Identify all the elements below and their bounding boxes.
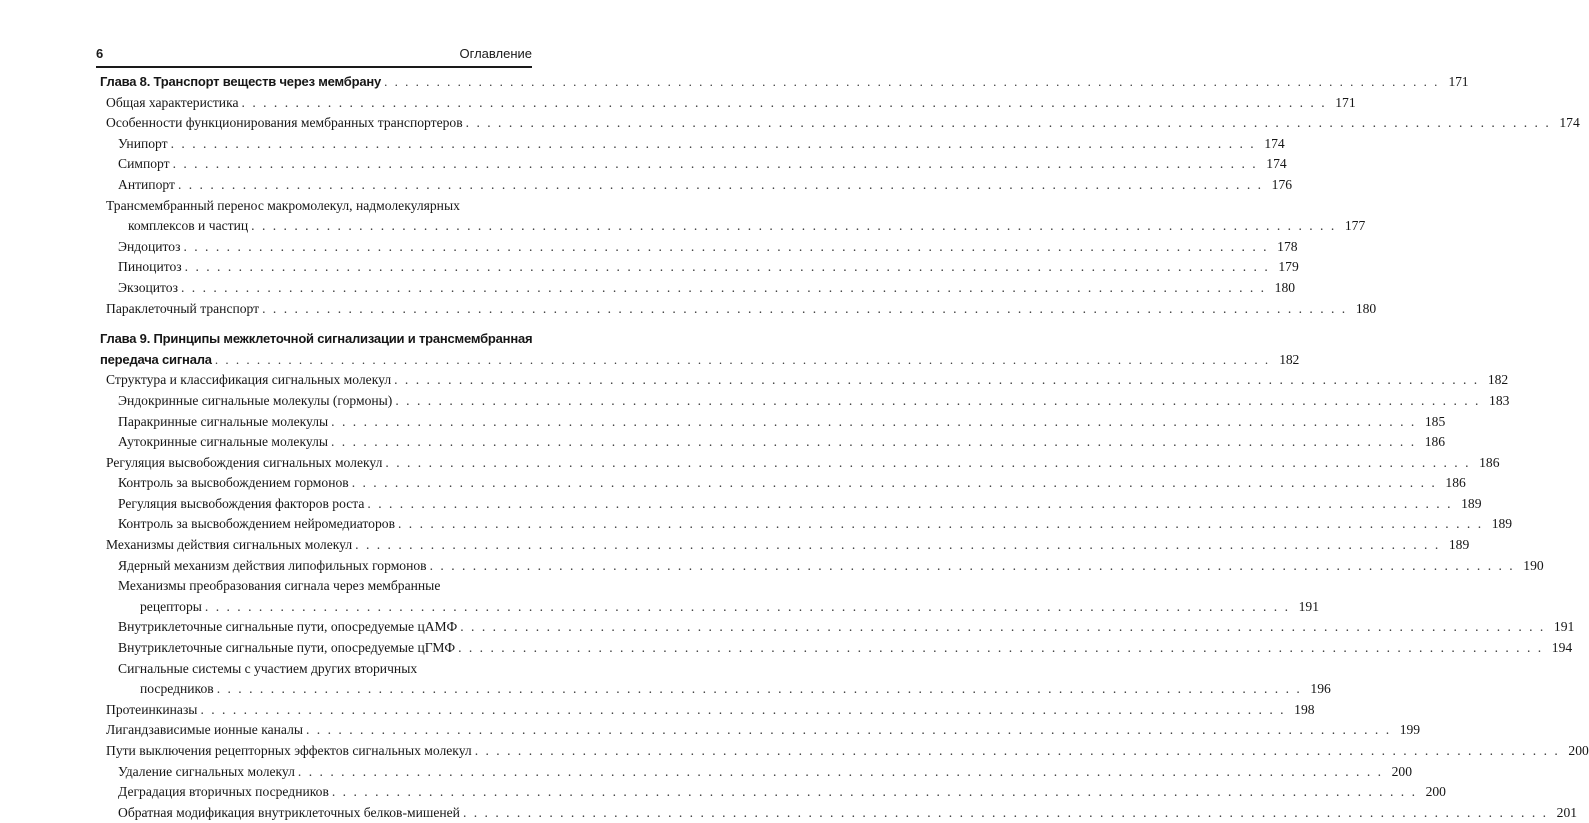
- toc-entry[interactable]: [100, 638, 1573, 659]
- toc-entry-title: рецепторы: [140, 598, 202, 614]
- toc-chapter-entry[interactable]: [100, 72, 1469, 93]
- dot-leader: [251, 216, 1336, 237]
- toc-page-number: 171: [1335, 94, 1356, 110]
- toc-entry-line: [118, 412, 1446, 433]
- dot-leader: [331, 432, 1416, 453]
- toc-entry-title: комплексов и частиц: [128, 218, 249, 234]
- toc-entry-line: [100, 350, 1300, 371]
- toc-entry-title: Глава 8. Транспорт веществ через мембрану: [100, 74, 382, 89]
- toc-page-number: 189: [1448, 537, 1470, 553]
- chapter-gap: [100, 319, 530, 329]
- toc-entry-line: [118, 278, 1296, 299]
- dot-leader: [183, 237, 1268, 258]
- toc-entry-title: Протеинкиназы: [106, 701, 198, 717]
- toc-page-number: 200: [1391, 763, 1413, 779]
- toc-page-number: 182: [1279, 351, 1300, 367]
- dot-leader: [463, 803, 1548, 823]
- toc-page-number: 174: [1266, 156, 1287, 172]
- toc-entry-line: [118, 237, 1298, 258]
- toc-entry[interactable]: [100, 93, 1356, 114]
- dot-leader: [217, 679, 1302, 700]
- toc-page-number: 200: [1568, 743, 1589, 758]
- toc-entry-title: Деградация вторичных посредников: [118, 784, 329, 800]
- toc-entry-line: [118, 514, 1513, 535]
- toc-entry-line: [118, 803, 1578, 823]
- toc-entry-title: Структура и классификация сигнальных молекул: [106, 372, 392, 388]
- toc-entry-title-line: Глава 9. Принципы межклеточной сигнализации и трансмембранная: [100, 331, 533, 347]
- toc-entry-title: Регуляция высвобождения факторов роста: [118, 495, 365, 511]
- toc-entry-title: Механизмы действия сигнальных молекул: [106, 537, 353, 553]
- toc-entry[interactable]: [100, 237, 1298, 258]
- toc-entry-title: Регуляция высвобождения сигнальных молекул: [106, 454, 383, 470]
- toc-entry-line: [106, 216, 1366, 237]
- dot-leader: [178, 175, 1263, 196]
- toc-page-number: 183: [1489, 392, 1510, 408]
- toc-entry-title: Общая характеристика: [106, 94, 239, 110]
- toc-page-number: 186: [1445, 475, 1466, 491]
- toc-entry-line: [118, 134, 1285, 155]
- toc-entry[interactable]: [100, 453, 1500, 474]
- toc-entry-line: [106, 370, 1509, 391]
- toc-entry[interactable]: [100, 741, 1589, 762]
- toc-page-number: 177: [1344, 218, 1366, 234]
- toc-entry[interactable]: [100, 175, 1293, 196]
- dot-leader: [430, 556, 1515, 577]
- toc-entry-line: [106, 741, 1589, 762]
- toc-page-number: 186: [1424, 434, 1446, 450]
- toc-entry[interactable]: [100, 803, 1578, 823]
- dot-leader: [298, 762, 1383, 783]
- dot-leader: [384, 72, 1439, 93]
- toc-entry-line: [106, 720, 1421, 741]
- toc-entry-line: [106, 113, 1580, 134]
- toc-entry[interactable]: [100, 257, 1299, 278]
- page-number: 6: [96, 46, 104, 61]
- toc-page-number: 196: [1310, 681, 1331, 697]
- toc-entry-title: Обратная модификация внутриклеточных белков-мишеней: [118, 804, 460, 820]
- dot-leader: [242, 93, 1327, 114]
- toc-entry-title: передача сигнала: [100, 351, 212, 367]
- dot-leader: [181, 278, 1266, 299]
- toc-entry-line: [118, 175, 1293, 196]
- toc-entry-title: Унипорт: [118, 135, 168, 151]
- toc-entry[interactable]: [100, 617, 1575, 638]
- toc-entry-line: [118, 473, 1466, 494]
- dot-leader: [466, 113, 1551, 134]
- toc-entry[interactable]: [100, 535, 1470, 556]
- toc-entry[interactable]: [100, 720, 1421, 741]
- toc-entry-title: Параклеточный транспорт: [106, 300, 260, 316]
- toc-entry-line: [118, 617, 1575, 638]
- toc-page-number: 176: [1271, 176, 1293, 192]
- toc-entry[interactable]: [100, 299, 1377, 320]
- toc-entry-line: [106, 299, 1377, 320]
- dot-leader: [171, 134, 1256, 155]
- dot-leader: [185, 257, 1270, 278]
- toc-entry[interactable]: [100, 113, 1580, 134]
- dot-leader: [331, 412, 1416, 433]
- dot-leader: [205, 597, 1290, 618]
- toc-entry-title: Экзоцитоз: [118, 279, 178, 295]
- toc-entry[interactable]: [100, 412, 1446, 433]
- toc-page-number: 180: [1274, 279, 1296, 295]
- toc-entry-title: Особенности функционирования мембранных транспортеров: [106, 115, 463, 131]
- toc-entry-line: [118, 257, 1299, 278]
- toc-entry[interactable]: [100, 514, 1513, 535]
- toc-entry-title: Контроль за высвобождением нейромедиаторов: [118, 516, 395, 532]
- toc-entry-line: [106, 535, 1470, 556]
- toc-entry[interactable]: [100, 576, 1319, 617]
- dot-leader: [394, 370, 1479, 391]
- toc-page-number: 182: [1487, 372, 1509, 388]
- toc-entry-line: [118, 679, 1331, 700]
- dot-leader: [306, 720, 1391, 741]
- dot-leader: [200, 700, 1285, 721]
- toc-entry[interactable]: [100, 432, 1446, 453]
- table-of-contents: [100, 72, 1589, 823]
- toc-entry-line: [118, 782, 1446, 803]
- toc-page-number: 189: [1461, 495, 1482, 511]
- page-header: [96, 44, 532, 66]
- toc-entry-title: Удаление сигнальных молекул: [118, 763, 295, 779]
- toc-entry-line: [118, 154, 1287, 175]
- toc-page-number: 174: [1559, 115, 1580, 131]
- toc-entry-title: Внутриклеточные сигнальные пути, опосредуемые цГМФ: [118, 640, 456, 656]
- dot-leader: [475, 741, 1560, 762]
- toc-page-number: 199: [1399, 722, 1421, 738]
- dot-leader: [215, 350, 1270, 371]
- toc-entry-line: [118, 391, 1510, 412]
- dot-leader: [458, 638, 1543, 659]
- toc-page-number: 179: [1278, 259, 1299, 275]
- toc-entry[interactable]: [100, 782, 1446, 803]
- dot-leader: [395, 391, 1480, 412]
- toc-entry[interactable]: [100, 556, 1544, 577]
- toc-entry-line: [118, 762, 1413, 783]
- toc-entry-title: посредников: [140, 681, 214, 697]
- toc-entry[interactable]: [100, 391, 1510, 412]
- toc-entry[interactable]: [100, 473, 1466, 494]
- toc-page-number: 190: [1523, 557, 1544, 573]
- toc-entry-title: Ядерный механизм действия липофильных гормонов: [118, 557, 427, 573]
- toc-entry-title: Паракринные сигнальные молекулы: [118, 413, 329, 429]
- toc-entry-title: Пиноцитоз: [118, 259, 182, 275]
- toc-entry-title: Пути выключения рецепторных эффектов сигнальных молекул: [106, 743, 472, 758]
- running-title: Оглавление: [459, 46, 532, 61]
- toc-entry-title: Эндоцитоз: [118, 238, 181, 254]
- toc-entry-title: Аутокринные сигнальные молекулы: [118, 434, 328, 450]
- toc-entry-line: [106, 93, 1356, 114]
- dot-leader: [398, 514, 1483, 535]
- toc-entry[interactable]: [100, 370, 1509, 391]
- toc-page-number: 174: [1264, 135, 1285, 151]
- toc-entry-title-line: Механизмы преобразования сигнала через мембранные: [118, 578, 441, 594]
- toc-page-number: 186: [1479, 454, 1500, 470]
- toc-entry-title-line: Сигнальные системы с участием других вторичных: [118, 660, 418, 676]
- toc-page-number: 191: [1298, 598, 1319, 614]
- toc-page-number: 201: [1556, 804, 1578, 820]
- toc-page-number: 178: [1277, 238, 1298, 254]
- toc-entry-line: [106, 453, 1500, 474]
- toc-entry-title: Контроль за высвобождением гормонов: [118, 475, 349, 491]
- toc-page-number: 189: [1491, 516, 1513, 532]
- toc-entry-line: [106, 700, 1315, 721]
- toc-page-number: 191: [1553, 619, 1575, 635]
- toc-entry-line: [118, 638, 1573, 659]
- toc-entry-title: Антипорт: [118, 176, 175, 192]
- dot-leader: [367, 494, 1452, 515]
- toc-entry[interactable]: [100, 494, 1482, 515]
- dot-leader: [352, 473, 1437, 494]
- dot-leader: [385, 453, 1470, 474]
- toc-entry-line: [118, 556, 1544, 577]
- toc-entry-title: Внутриклеточные сигнальные пути, опосредуемые цАМФ: [118, 619, 458, 635]
- toc-entry[interactable]: [100, 700, 1315, 721]
- toc-page-number: 185: [1424, 413, 1446, 429]
- toc-entry-title: Лигандзависимые ионные каналы: [106, 722, 303, 738]
- toc-page-number: 198: [1294, 701, 1315, 717]
- toc-entry-title-line: Трансмембранный перенос макромолекул, надмолекулярных: [106, 197, 460, 213]
- toc-entry-title: Симпорт: [118, 156, 170, 172]
- toc-entry-line: [118, 432, 1446, 453]
- toc-entry[interactable]: [100, 762, 1413, 783]
- header-rule: [96, 66, 532, 68]
- dot-leader: [460, 617, 1545, 638]
- dot-leader: [332, 782, 1417, 803]
- toc-page-number: 180: [1355, 300, 1377, 316]
- toc-entry[interactable]: [100, 154, 1287, 175]
- toc-entry[interactable]: [100, 659, 1331, 700]
- toc-entry-line: [118, 597, 1319, 618]
- toc-page-number: 171: [1448, 74, 1469, 89]
- toc-entry-line: [100, 72, 1469, 93]
- dot-leader: [262, 299, 1347, 320]
- dot-leader: [173, 154, 1258, 175]
- toc-entry[interactable]: [100, 278, 1296, 299]
- toc-page-number: 200: [1425, 784, 1446, 800]
- toc-entry[interactable]: [100, 134, 1285, 155]
- toc-entry-line: [118, 494, 1482, 515]
- toc-entry-title: Эндокринные сигнальные молекулы (гормоны): [118, 392, 393, 408]
- toc-entry[interactable]: [100, 196, 1366, 237]
- toc-page-number: 194: [1551, 640, 1573, 656]
- toc-chapter-entry[interactable]: [100, 329, 1300, 370]
- dot-leader: [355, 535, 1440, 556]
